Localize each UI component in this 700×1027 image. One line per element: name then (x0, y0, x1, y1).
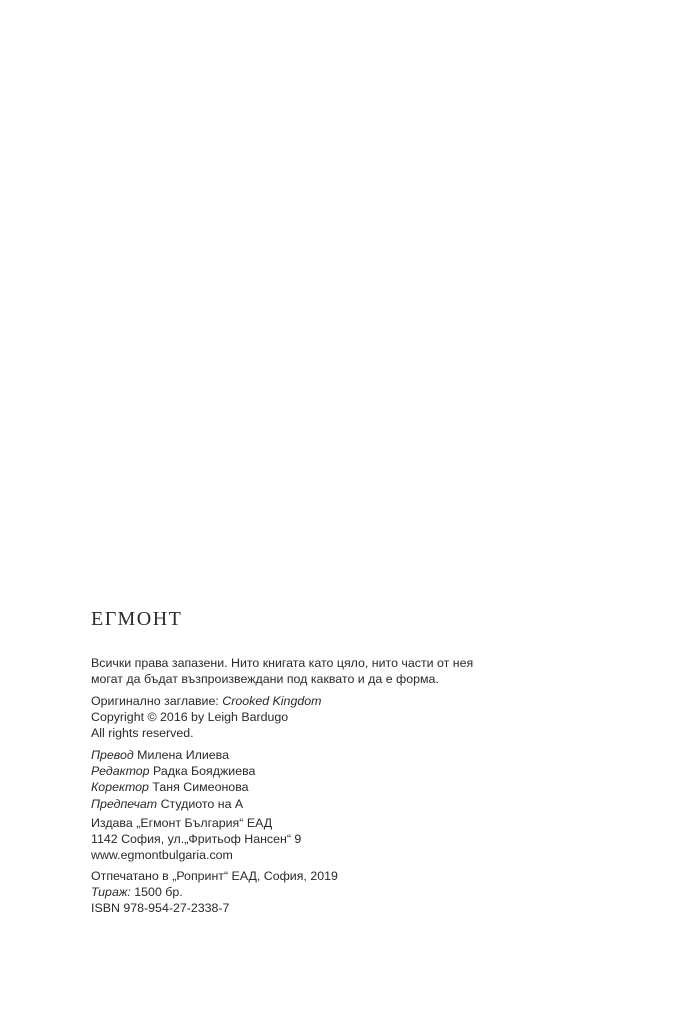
credit-name: Радка Бояджиева (153, 764, 256, 779)
print-run-value: 1500 бр. (134, 885, 183, 900)
credit-editor (91, 763, 255, 779)
credit-role: Коректор (91, 780, 149, 795)
imprint (91, 815, 301, 864)
printing-info (91, 868, 338, 917)
isbn-line: ISBN 978-954-27-2338-7 (91, 901, 230, 916)
original-title-label: Оригинално заглавие: (91, 694, 219, 708)
rights-line-1: Всички права запазени. Нито книгата като цяло, нито части от нея (91, 656, 474, 670)
credit-name: Милена Илиева (137, 748, 229, 762)
printed-line: Отпечатано в „Ропринт“ ЕАД, София, 2019 (91, 869, 338, 883)
publisher-logo: ЕГМОНТ (91, 608, 183, 630)
credit-prepress (91, 796, 255, 812)
print-run-line (91, 884, 338, 900)
original-title-value: Crooked Kingdom (222, 694, 322, 708)
all-rights-reserved: All rights reserved. (91, 726, 194, 741)
credit-name: Студиото на А (160, 796, 244, 811)
credit-translator (91, 747, 255, 763)
credit-role: Предпечат (91, 796, 158, 811)
publisher-line: Издава „Егмонт България“ ЕАД (91, 816, 273, 830)
credits (91, 747, 255, 812)
credit-name: Таня Симеонова (152, 780, 249, 795)
rights-line-2: могат да бъдат възпроизвеждани под каквато и да е форма. (91, 672, 439, 687)
original-title-line (91, 693, 321, 709)
copyright-line: Copyright © 2016 by Leigh Bardugo (91, 710, 289, 725)
credit-role: Редактор (91, 764, 150, 779)
publisher-website: www.egmontbulgaria.com (91, 848, 233, 863)
original-info (91, 693, 321, 742)
print-run-label: Тираж: (91, 885, 131, 900)
credit-proofreader (91, 779, 255, 795)
credit-role: Превод (91, 748, 134, 762)
publisher-address: 1142 София, ул.„Фритьоф Нансен“ 9 (91, 832, 302, 847)
rights-notice (91, 655, 473, 687)
